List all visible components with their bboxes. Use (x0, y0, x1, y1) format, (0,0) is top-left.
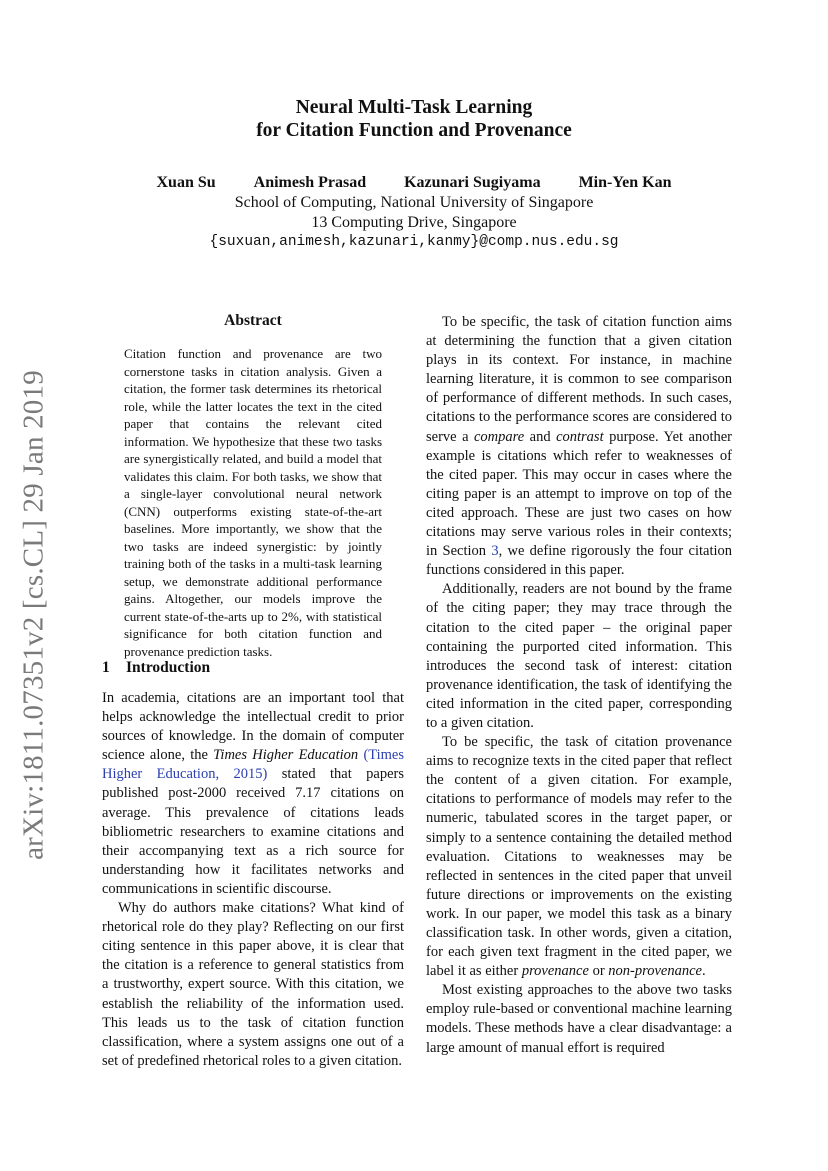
section-title: Introduction (126, 659, 211, 676)
text-run: stated that papers published post-2000 received 7.17 citations on average. This prevalence of citations leads bibliometric researchers to examine citations and their accompanying text as a rich source for understanding how it facilitates networks and communications in scientific discourse. (102, 766, 404, 897)
emphasis-text: compare (473, 428, 525, 445)
author-emails: {suxuan,animesh,kazunari,kanmy}@comp.nus.edu.sg (209, 234, 619, 250)
paragraph: Additionally, readers are not bound by the frame of the citing paper; they may trace through the citation to the cited paper – the original paper containing the purported cited information. This introduces the second task of interest: citation provenance identification, the task of identifying the cited information in the cited paper, corresponding to a given citation. (426, 581, 732, 731)
paragraph (426, 733, 732, 981)
author-name: Animesh Prasad (253, 174, 367, 191)
affiliation (0, 193, 828, 233)
text-run: , we define rigorously the four citation functions considered in this paper. (426, 543, 732, 579)
title-line-1: Neural Multi-Task Learning (295, 97, 533, 118)
abstract-text: Citation function and provenance are two cornerstone tasks in citation analysis. Given a citation, the former task determines its rhetorical role, while the latter locates the text in the cited paper that contains the relevant cited information. We hypothesize that these two tasks are synergistically related, and build a model that validates this claim. For both tasks, we show that a single-layer convolutional neural network (CNN) outperforms existing state-of-the-art baselines. More importantly, we show that the two tasks are indeed synergistic: by jointly training both of the tasks in a multi-task learning setup, we demonstrate additional performance gains. Altogether, our models improve the current state-of-the-arts up to 2%, with statistical significance for both citation function and provenance prediction tasks. (124, 346, 382, 659)
emphasis-text: Times Higher Education (213, 747, 359, 764)
section-heading-introduction (102, 658, 404, 678)
text-run: or (588, 963, 609, 980)
author-name: Min-Yen Kan (578, 174, 672, 191)
author-list (0, 173, 828, 193)
text-run: and (524, 428, 557, 445)
author-name: Kazunari Sugiyama (404, 174, 541, 191)
section-number: 1 (102, 659, 110, 676)
affiliation-line-2: 13 Computing Drive, Singapore (311, 214, 517, 231)
text-run: . (701, 963, 706, 980)
emphasis-text: contrast (556, 428, 604, 445)
paper-title (0, 96, 828, 142)
text-run: In academia, citations are an important tool that helps acknowledge the intellectual credit to prior sources of knowledge. In the domain of computer science alone, the (102, 690, 404, 764)
citation-link[interactable]: (Times Higher Education, 2015) (102, 747, 404, 783)
emphasis-text: non-provenance (608, 963, 702, 980)
paragraph (426, 313, 732, 580)
paragraph: Most existing approaches to the above two tasks employ rule-based or conventional machine learning models. These methods have a clear disadvantage: a large amount of manual effort is required (426, 982, 732, 1056)
title-line-2: for Citation Function and Provenance (256, 120, 572, 141)
emphasis-text: provenance (521, 963, 589, 980)
author-name: Xuan Su (156, 174, 216, 191)
right-column-body (426, 313, 732, 1058)
text-run: purpose. Yet another example is citations which refer to weaknesses of the cited paper. This may occur in cases where the citing paper is an attempt to improve on top of the cited approach. These are just two cases on how citations may serve various roles in their contexts; in Section (426, 428, 732, 560)
text-run: To be specific, the task of citation function aims at determining the function that a given citation plays in its context. For instance, in machine learning literature, it is common to see comparison of performance of different methods. In such cases, citations to the performance scores are considered to serve a (426, 314, 732, 445)
text-run: To be specific, the task of citation provenance aims to recognize texts in the cited paper that reflect the content of a given citation. For example, citations to performance of models may refer to the numeric, tabulated scores in the target paper, or simply to a sentence containing the detailed method evaluation. Citations to weaknesses may be reflected in sentences in the cited paper that unveil future directions or improvements on the existing work. In our paper, we model this task as a binary classification task. In other words, given a citation, for each given text fragment in the cited paper, we label it as either (426, 734, 732, 980)
paragraph: Why do authors make citations? What kind of rhetorical role do they play? Reflecting on our first citing sentence in this paper above, it is clear that the citation is a reference to general statistics from a trustworthy, expert source. With this citation, we establish the reliability of the information used. This leads us to the task of citation function classification, where a system assigns one out of a set of predefined rhetorical roles to a given citation. (102, 900, 404, 1069)
abstract-heading: Abstract (224, 312, 282, 329)
paragraph (102, 689, 404, 899)
section-reference-link[interactable]: 3 (491, 543, 499, 560)
introduction-body (102, 689, 404, 1071)
arxiv-identifier: arXiv:1811.07351v2 [cs.CL] 29 Jan 2019 (17, 370, 50, 860)
affiliation-line-1: School of Computing, National University of Singapore (234, 194, 594, 211)
